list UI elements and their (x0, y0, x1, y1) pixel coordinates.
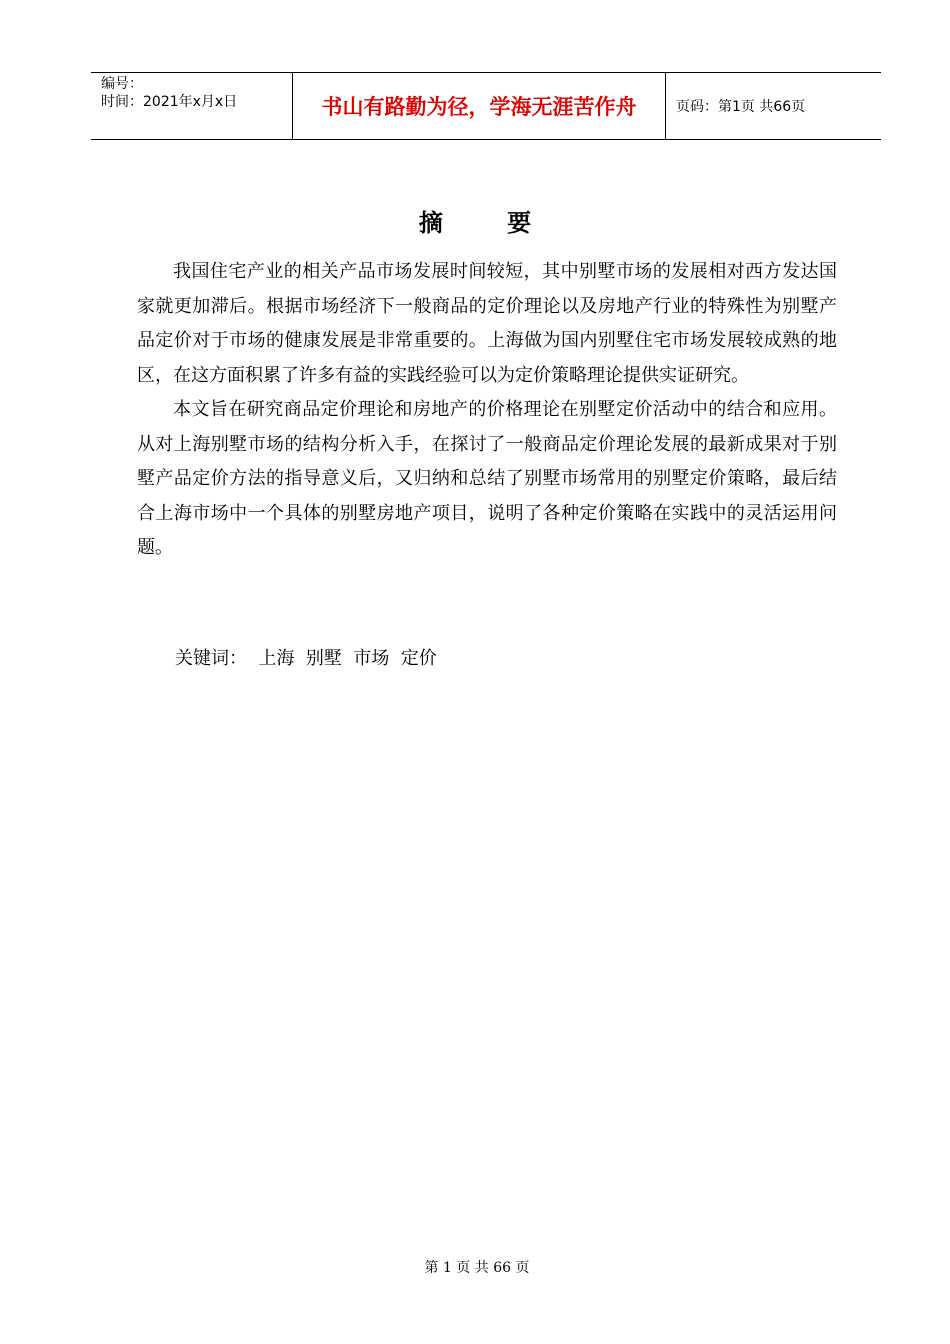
header-page-cell (666, 73, 881, 139)
page-footer: 第 1 页 共 66 页 (424, 1260, 530, 1276)
motto-text: 书山有路勤为径，学海无涯苦作舟 (321, 95, 637, 119)
keywords-line: 关键词： 上海 别墅 市场 定价 (175, 648, 437, 669)
abstract-body (137, 255, 837, 566)
header-motto-cell (293, 73, 666, 139)
header-meta-cell (91, 73, 293, 139)
abstract-paragraph-2: 本文旨在研究商品定价理论和房地产的价格理论在别墅定价活动中的结合和应用。从对上海别墅市场的结构分析入手，在探讨了一般商品定价理论发展的最新成果对于别墅产品定价方法的指导意义后，又归纳和总结了别墅市场常用的别墅定价策略，最后结合上海市场中一个具体的别墅房地产项目，说明了各种定价策略在实践中的灵活运用问题。 (137, 399, 837, 558)
document-header (91, 72, 881, 140)
abstract-paragraph-1: 我国住宅产业的相关产品市场发展时间较短，其中别墅市场的发展相对西方发达国家就更加滞后。根据市场经济下一般商品的定价理论以及房地产行业的特殊性为别墅产品定价对于市场的健康发展是非常重要的。上海做为国内别墅住宅市场发展较成熟的地区，在这方面积累了许多有益的实践经验可以为定价策略理论提供实证研究。 (137, 261, 837, 386)
date-label: 时间：2021年x月x日 (101, 94, 238, 110)
page-code-text: 页码：第1页 共66页 (676, 99, 806, 115)
page-title: 摘 要 (418, 209, 560, 237)
number-label: 编号： (101, 76, 143, 92)
